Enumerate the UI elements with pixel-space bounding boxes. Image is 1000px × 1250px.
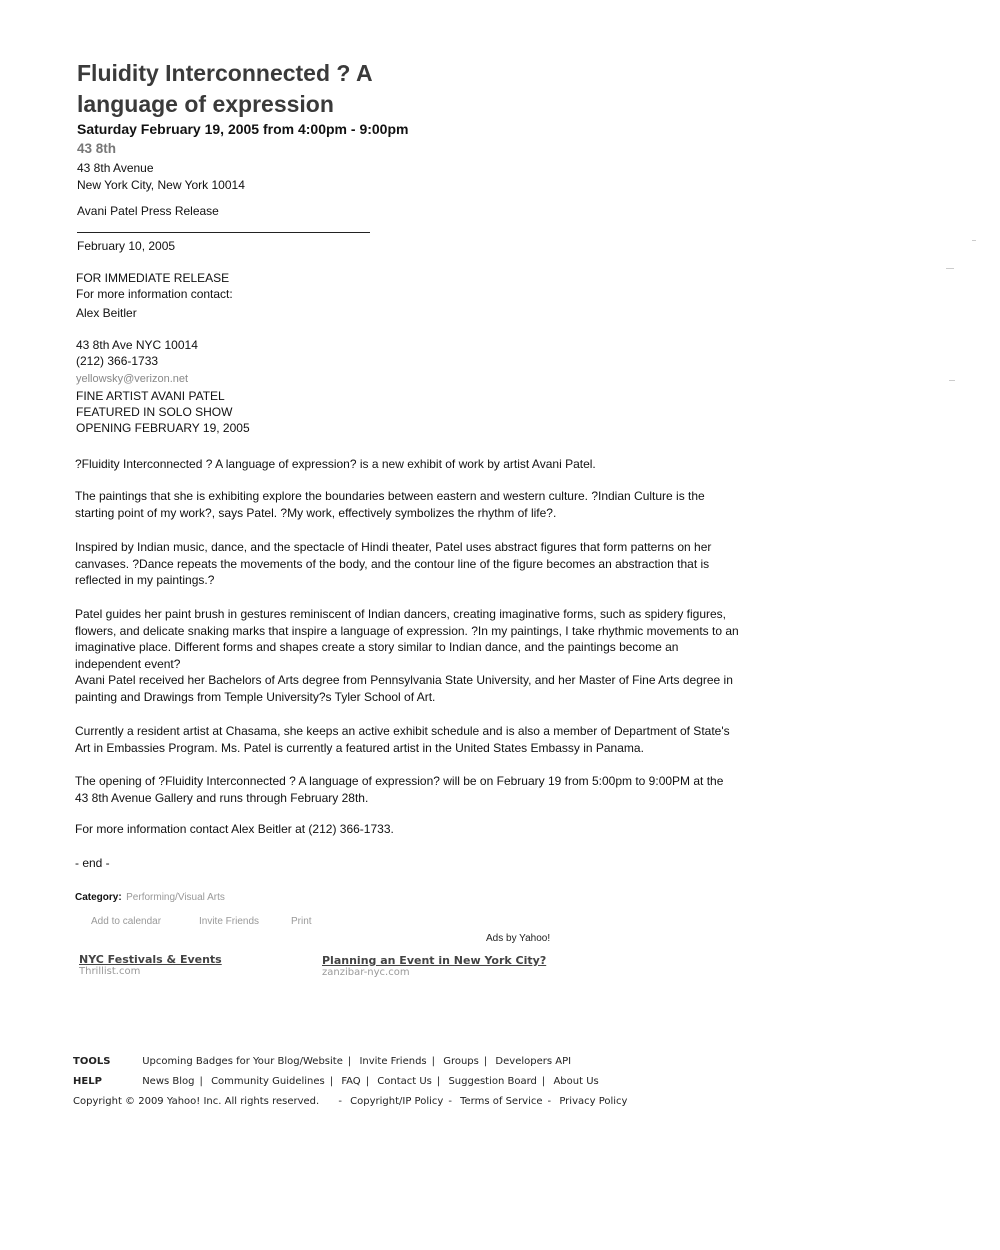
headline-line3: OPENING FEBRUARY 19, 2005 [76, 421, 250, 435]
add-to-calendar-link[interactable]: Add to calendar [91, 916, 162, 927]
immediate-release: FOR IMMEDIATE RELEASE [76, 271, 230, 285]
venue-address-line2: New York City, New York 10014 [77, 178, 245, 192]
footer-help-row: HELP News Blog | Community Guidelines | FAQ | Contact Us | Suggestion Board | About Us [73, 1076, 599, 1087]
ad-item[interactable] [322, 954, 546, 978]
footer-link-suggestion-board[interactable]: Suggestion Board [448, 1076, 537, 1087]
category-label: Category: [75, 892, 122, 903]
scan-speck [972, 240, 976, 241]
release-date: February 10, 2005 [77, 239, 176, 253]
divider [77, 232, 370, 233]
category-link[interactable]: Performing/Visual Arts [126, 892, 225, 903]
venue-address-line1: 43 8th Avenue [77, 161, 154, 175]
category [75, 887, 225, 905]
release-heading: Avani Patel Press Release [77, 204, 219, 218]
footer-link-invite-friends[interactable]: Invite Friends [359, 1056, 427, 1067]
paragraph-education: Avani Patel received her Bachelors of Arts degree from Pennsylvania State University, and her Master of Fine Arts degree in painting and Drawings from Temple University?s Tyler School of Art. [75, 673, 733, 704]
footer-tools-label: TOOLS [73, 1056, 111, 1067]
paragraph-opening: The opening of ?Fluidity Interconnected ? A language of expression? will be on February 19 from 5:00pm to 9:00PM at the 43 8th Avenue Gallery and runs through February 28th. [75, 774, 724, 805]
contact-name: Alex Beitler [76, 306, 137, 320]
contact-address: 43 8th Ave NYC 10014 [76, 338, 198, 352]
paragraph-inspiration: Inspired by Indian music, dance, and the spectacle of Hindi theater, Patel uses abstract figures that form patterns on her canvases. ?Dance repeats the movements of the body, and the contour line of the figure becomes an abstraction that is reflected in my paintings.? [75, 540, 712, 587]
paragraph-technique: Patel guides her paint brush in gestures reminiscent of Indian dancers, creating imaginative forms, such as spidery figures, flowers, and delicate snaking marks that inspire a language of expression. ?In my paintings, I take rhythmic movements to an imaginative place. Different forms and shapes create a story similar to Indian dance, and the paintings become an independent event? [75, 607, 739, 671]
footer-link-developers-api[interactable]: Developers API [495, 1056, 572, 1067]
footer-link-about-us[interactable]: About Us [553, 1076, 599, 1087]
print-link[interactable]: Print [291, 916, 312, 927]
scan-speck [946, 268, 954, 269]
footer-legal-row: Copyright © 2009 Yahoo! Inc. All rights reserved. - Copyright/IP Policy - Terms of Service - Privacy Policy [73, 1096, 628, 1107]
footer-link-groups[interactable]: Groups [443, 1056, 479, 1067]
paragraph-intro: ?Fluidity Interconnected ? A language of expression? is a new exhibit of work by artist Avani Patel. [75, 457, 596, 471]
headline-line2: FEATURED IN SOLO SHOW [76, 405, 233, 419]
ads-label: Ads by Yahoo! [486, 933, 551, 944]
scan-speck [949, 380, 955, 381]
end-marker: - end - [75, 856, 110, 870]
footer-link-privacy-policy[interactable]: Privacy Policy [559, 1096, 628, 1107]
page-title: Fluidity Interconnected ? A language of expression [77, 60, 372, 117]
copyright: Copyright © 2009 Yahoo! Inc. All rights reserved. [73, 1096, 320, 1107]
venue-name[interactable]: 43 8th [77, 141, 117, 156]
footer-link-faq[interactable]: FAQ [341, 1076, 361, 1087]
ad-url: zanzibar-nyc.com [322, 967, 410, 978]
footer-help-label: HELP [73, 1076, 102, 1087]
contact-email[interactable]: yellowsky@verizon.net [76, 373, 189, 385]
footer-link-news-blog[interactable]: News Blog [142, 1076, 195, 1087]
footer-link-terms-of-service[interactable]: Terms of Service [460, 1096, 543, 1107]
footer-link-contact-us[interactable]: Contact Us [377, 1076, 432, 1087]
footer-tools-row: TOOLS Upcoming Badges for Your Blog/Website | Invite Friends | Groups | Developers API [73, 1056, 572, 1067]
ad-item[interactable] [79, 953, 222, 977]
footer-link-community-guidelines[interactable]: Community Guidelines [211, 1076, 325, 1087]
ad-url: Thrillist.com [79, 966, 141, 977]
paragraph-contact: For more information contact Alex Beitler at (212) 366-1733. [75, 822, 394, 836]
ad-title-link[interactable]: Planning an Event in New York City? [322, 954, 547, 967]
paragraph-residency: Currently a resident artist at Chasama, she keeps an active exhibit schedule and is also a member of Department of State's Art in Embassies Program. Ms. Patel is currently a featured artist in the United States Embassy in Panama. [75, 724, 730, 755]
contact-phone: (212) 366-1733 [76, 354, 159, 368]
ad-title-link[interactable]: NYC Festivals & Events [79, 953, 222, 966]
footer-link-copyright-policy[interactable]: Copyright/IP Policy [350, 1096, 444, 1107]
contact-intro: For more information contact: [76, 287, 233, 301]
footer-link-badges[interactable]: Upcoming Badges for Your Blog/Website [142, 1056, 343, 1067]
paragraph-culture: The paintings that she is exhibiting explore the boundaries between eastern and western culture. ?Indian Culture is the starting point of my work?, says Patel. ?My work, effectively symbolizes the rhythm of life?. [75, 489, 705, 520]
invite-friends-link[interactable]: Invite Friends [199, 916, 260, 927]
headline-line1: FINE ARTIST AVANI PATEL [76, 389, 225, 403]
event-datetime: Saturday February 19, 2005 from 4:00pm - 9:00pm [77, 121, 409, 137]
